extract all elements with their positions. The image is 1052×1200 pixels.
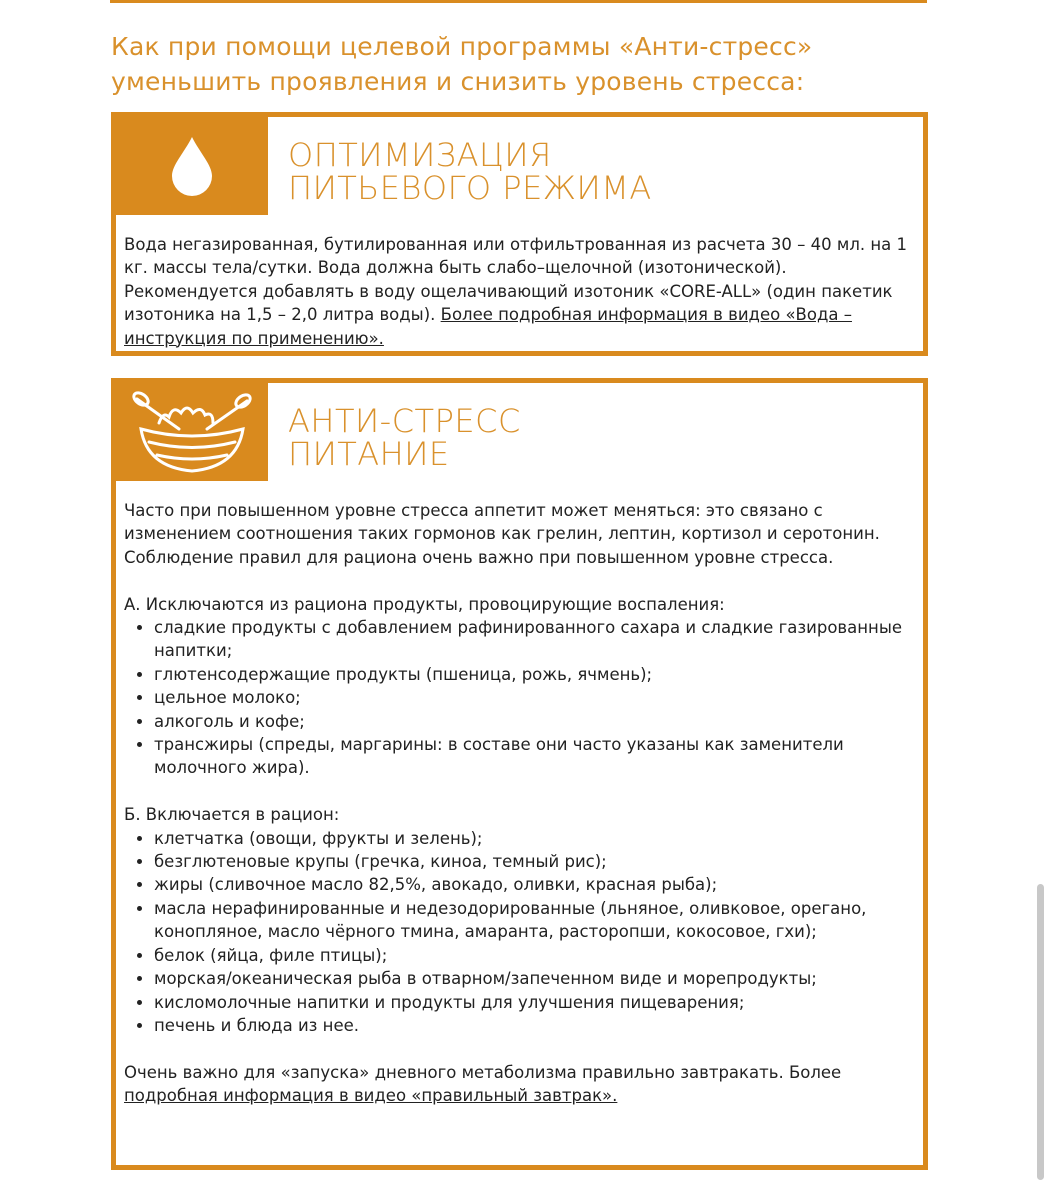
list-item: • кисломолочные напитки и продукты для улучшения пищеварения; xyxy=(154,991,913,1014)
list-item: • глютенсодержащие продукты (пшеница, рожь, ячмень); xyxy=(154,663,913,686)
paragraph xyxy=(124,1061,913,1108)
title-line: АНТИ-СТРЕСС xyxy=(288,402,521,440)
title-line: ПИТЬЕВОГО РЕЖИМА xyxy=(288,169,652,207)
list-item: • морская/океаническая рыба в отварном/запеченном виде и морепродукты; xyxy=(154,967,913,990)
list-item: • трансжиры (спреды, маргарины: в составе они часто указаны как заменители молочного жира). xyxy=(154,733,913,780)
top-divider xyxy=(110,0,927,3)
section-hydration xyxy=(111,112,928,356)
paragraph: Часто при повышенном уровне стресса аппетит может меняться: это связано с изменением соотношения таких гормонов как грелин, лептин, кортизол и серотонин. Соблюдение правил для рациона очень важно при повышенном уровне стресса. xyxy=(124,501,880,567)
scrollbar[interactable] xyxy=(1037,884,1044,1180)
section-title xyxy=(288,402,521,473)
list-item: • цельное молоко; xyxy=(154,686,913,709)
list-item: • белок (яйца, филе птицы); xyxy=(154,944,913,967)
section-text xyxy=(124,499,913,1108)
list-item: • алкоголь и кофе; xyxy=(154,710,913,733)
section-text xyxy=(124,233,913,350)
section-nutrition xyxy=(111,378,928,1170)
exclude-list xyxy=(124,616,913,780)
video-link-breakfast[interactable]: подробная информация в видео «правильный завтрак». xyxy=(124,1086,618,1106)
water-drop-icon xyxy=(170,135,214,197)
outro-text: Очень важно для «запуска» дневного метаболизма правильно завтракать. Более xyxy=(124,1062,842,1082)
video-link-water[interactable]: Более подробная информация в видео «Вода – инструкция по применению». xyxy=(124,305,852,348)
list-heading: Б. Включается в рацион: xyxy=(124,805,340,825)
section-title xyxy=(288,136,652,207)
section-icon-block xyxy=(116,117,268,215)
section-icon-block xyxy=(116,383,268,481)
list-item: • печень и блюда из нее. xyxy=(154,1014,913,1037)
list-item: • сладкие продукты с добавлением рафинированного сахара и сладкие газированные напитки; xyxy=(154,616,913,663)
list-item: • жиры (сливочное масло 82,5%, авокадо, оливки, красная рыба); xyxy=(154,873,913,896)
list-item: • клетчатка (овощи, фрукты и зелень); xyxy=(154,827,913,850)
paragraph: Вода негазированная, бутилированная или отфильтрованная из расчета 30 – 40 мл. на 1 кг. массы тела/сутки. Вода должна быть слабо–щелочной (изотонической). Рекомендуется добавлять в воду ощелачивающий изотоник «CORE-ALL» (один пакетик изотоника на 1,5 – 2,0 литра воды). xyxy=(124,235,907,325)
list-heading: А. Исключаются из рациона продукты, провоцирующие воспаления: xyxy=(124,594,725,614)
list-item: • масла нерафинированные и недезодорированные (льняное, оливковое, орегано, конопляное, масло чёрного тмина, амаранта, расторопши, кокосовое, гхи); xyxy=(154,897,913,944)
list-item: • безглютеновые крупы (гречка, киноа, темный рис); xyxy=(154,850,913,873)
title-line: ОПТИМИЗАЦИЯ xyxy=(288,136,552,174)
page-heading: Как при помощи целевой программы «Анти-стресс» уменьшить проявления и снизить уровень стресса: xyxy=(111,32,813,96)
include-list xyxy=(124,827,913,1038)
title-line: ПИТАНИЕ xyxy=(288,435,450,473)
salad-bowl-icon xyxy=(127,387,257,477)
